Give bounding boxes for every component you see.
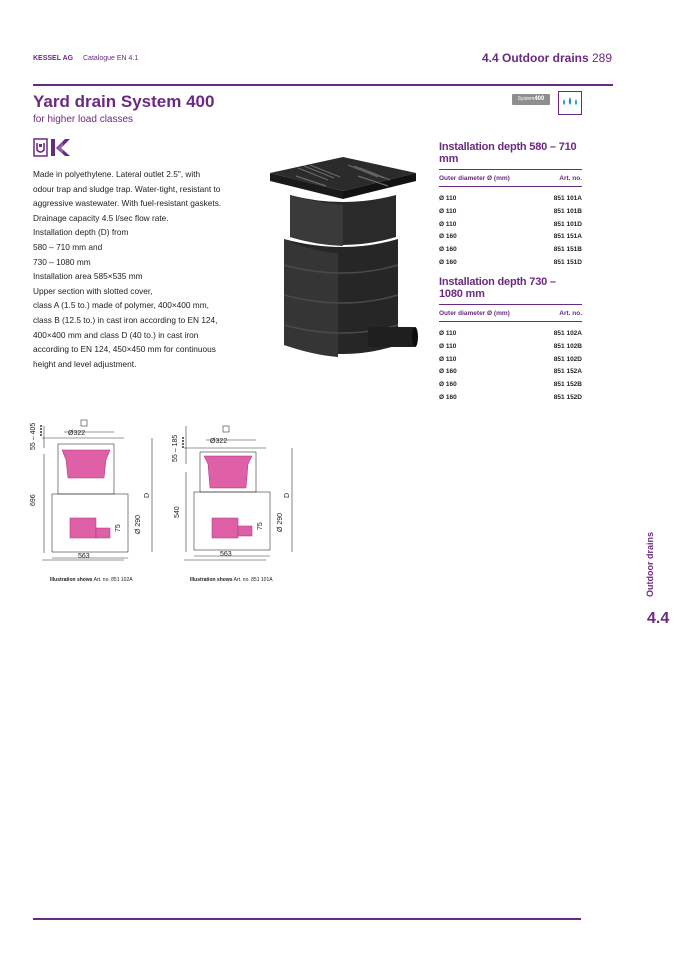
dim-base: 563 <box>220 551 232 558</box>
cell-diameter: Ø 160 <box>439 381 457 389</box>
dim-depth: D <box>284 492 291 498</box>
dim-height: 696 <box>30 494 37 506</box>
page-subtitle: for higher load classes <box>33 114 134 125</box>
table-depth-730-1080 <box>439 276 582 405</box>
technical-drawing-1 <box>28 418 158 583</box>
description-line: aggressive wastewater. With fuel-resistant gaskets. <box>33 198 222 209</box>
side-tab-label: Outdoor drains <box>645 532 655 597</box>
catalogue-label: Catalogue EN 4.1 <box>83 55 139 62</box>
col-outer-diameter: Outer diameter Ø (mm) <box>439 175 510 182</box>
cell-art-no: 851 101A <box>553 195 582 202</box>
description-line: 580 – 710 mm and <box>33 241 103 252</box>
col-art-no: Art. no. <box>559 175 582 182</box>
dim-top-range: 55 – 185 <box>172 434 179 462</box>
cell-diameter: Ø 110 <box>439 342 457 350</box>
cell-diameter: Ø 160 <box>439 393 457 401</box>
cell-art-no: 851 101D <box>553 220 582 228</box>
cell-art-no: 851 102A <box>553 330 582 337</box>
technical-drawing-2 <box>170 418 300 583</box>
table-title: Installation depth 580 – 710 mm <box>439 141 582 170</box>
certification-icons <box>33 138 75 158</box>
dim-top-range: 55 – 405 <box>30 422 37 450</box>
description-line: class B (12.5 to.) in cast iron according to EN 124, <box>33 314 218 325</box>
table-row <box>439 354 582 367</box>
section-title: 4.4 Outdoor drains <box>482 51 589 65</box>
description-line: class A (1.5 to.) made of polymer, 400×400 mm, <box>33 300 209 311</box>
cell-art-no: 851 101B <box>553 207 582 215</box>
water-drops-icon <box>558 91 582 115</box>
table-depth-580-710 <box>439 141 582 270</box>
footer-rule <box>33 918 581 920</box>
cell-diameter: Ø 160 <box>439 246 457 254</box>
table-row <box>439 244 582 257</box>
company-name: KESSEL AG <box>33 55 74 62</box>
drawing-caption: Illustration shows Art. no. 851 102A <box>50 577 133 583</box>
table-rows <box>439 322 582 405</box>
dim-outlet-diameter: Ø 290 <box>277 512 284 532</box>
cell-art-no: 851 151D <box>553 258 582 266</box>
dim-depth: D <box>144 492 151 498</box>
cell-art-no: 851 102D <box>553 355 582 363</box>
description-line: odour trap and sludge trap. Water-tight, resistant to <box>33 183 221 194</box>
description-line: Installation area 585×535 mm <box>33 271 143 282</box>
description-line: according to EN 124, 450×450 mm for continuous <box>33 344 216 355</box>
table-row <box>439 366 582 379</box>
cell-diameter: Ø 160 <box>439 368 457 376</box>
product-photo <box>268 155 418 365</box>
description-line: 400×400 mm and class D (40 to.) in cast iron <box>33 329 199 340</box>
cell-art-no: 851 151A <box>553 233 582 241</box>
table-row <box>439 206 582 219</box>
table-header <box>439 305 582 322</box>
badge-value: 400 <box>534 96 545 102</box>
description-line: Upper section with slotted cover, <box>33 285 153 296</box>
dim-diameter: Ø322 <box>210 438 228 445</box>
dim-outlet: 75 <box>115 524 122 532</box>
col-outer-diameter: Outer diameter Ø (mm) <box>439 310 510 317</box>
dim-height: 540 <box>174 506 181 518</box>
table-row <box>439 219 582 232</box>
system-badge <box>512 94 550 105</box>
description-line: Made in polyethylene. Lateral outlet 2.5", with <box>33 169 201 179</box>
cell-diameter: Ø 110 <box>439 207 457 215</box>
side-tab-number: 4.4 <box>647 610 670 627</box>
drawing-caption: Illustration shows Art. no. 851 101A <box>190 577 273 583</box>
table-row <box>439 379 582 392</box>
header-rule <box>33 84 613 86</box>
cell-diameter: Ø 160 <box>439 233 457 241</box>
table-row <box>439 392 582 405</box>
table-row <box>439 257 582 270</box>
dim-outlet: 75 <box>257 522 264 530</box>
dim-diameter: Ø322 <box>68 430 86 437</box>
table-row <box>439 341 582 354</box>
badge-prefix: System <box>517 96 535 102</box>
certification-icon <box>34 139 47 156</box>
cell-diameter: Ø 110 <box>439 195 457 202</box>
cell-art-no: 851 152D <box>553 393 582 401</box>
page-number: 289 <box>592 51 613 65</box>
table-header <box>439 170 582 187</box>
cell-art-no: 851 152A <box>553 368 582 376</box>
cell-art-no: 851 102B <box>553 342 582 350</box>
description-line: Installation depth (D) from <box>33 227 129 238</box>
description-line: 730 – 1080 mm <box>33 256 91 267</box>
dim-outlet-diameter: Ø 290 <box>135 514 142 534</box>
table-row <box>439 193 582 206</box>
description-line: Drainage capacity 4.5 l/sec flow rate. <box>33 212 169 223</box>
description-line: height and level adjustment. <box>33 358 137 369</box>
table-rows <box>439 187 582 270</box>
cell-diameter: Ø 110 <box>439 220 457 228</box>
cell-diameter: Ø 160 <box>439 258 457 266</box>
kessel-k-icon <box>51 139 70 156</box>
cell-art-no: 851 152B <box>553 381 582 389</box>
page-title: Yard drain System 400 <box>33 92 215 111</box>
col-art-no: Art. no. <box>559 310 582 317</box>
table-title: Installation depth 730 – 1080 mm <box>439 276 582 305</box>
table-row <box>439 231 582 244</box>
cell-diameter: Ø 110 <box>439 355 457 363</box>
cell-art-no: 851 151B <box>553 246 582 254</box>
dim-base: 563 <box>78 553 90 560</box>
cell-diameter: Ø 110 <box>439 330 457 337</box>
table-row <box>439 328 582 341</box>
product-description <box>33 167 268 371</box>
